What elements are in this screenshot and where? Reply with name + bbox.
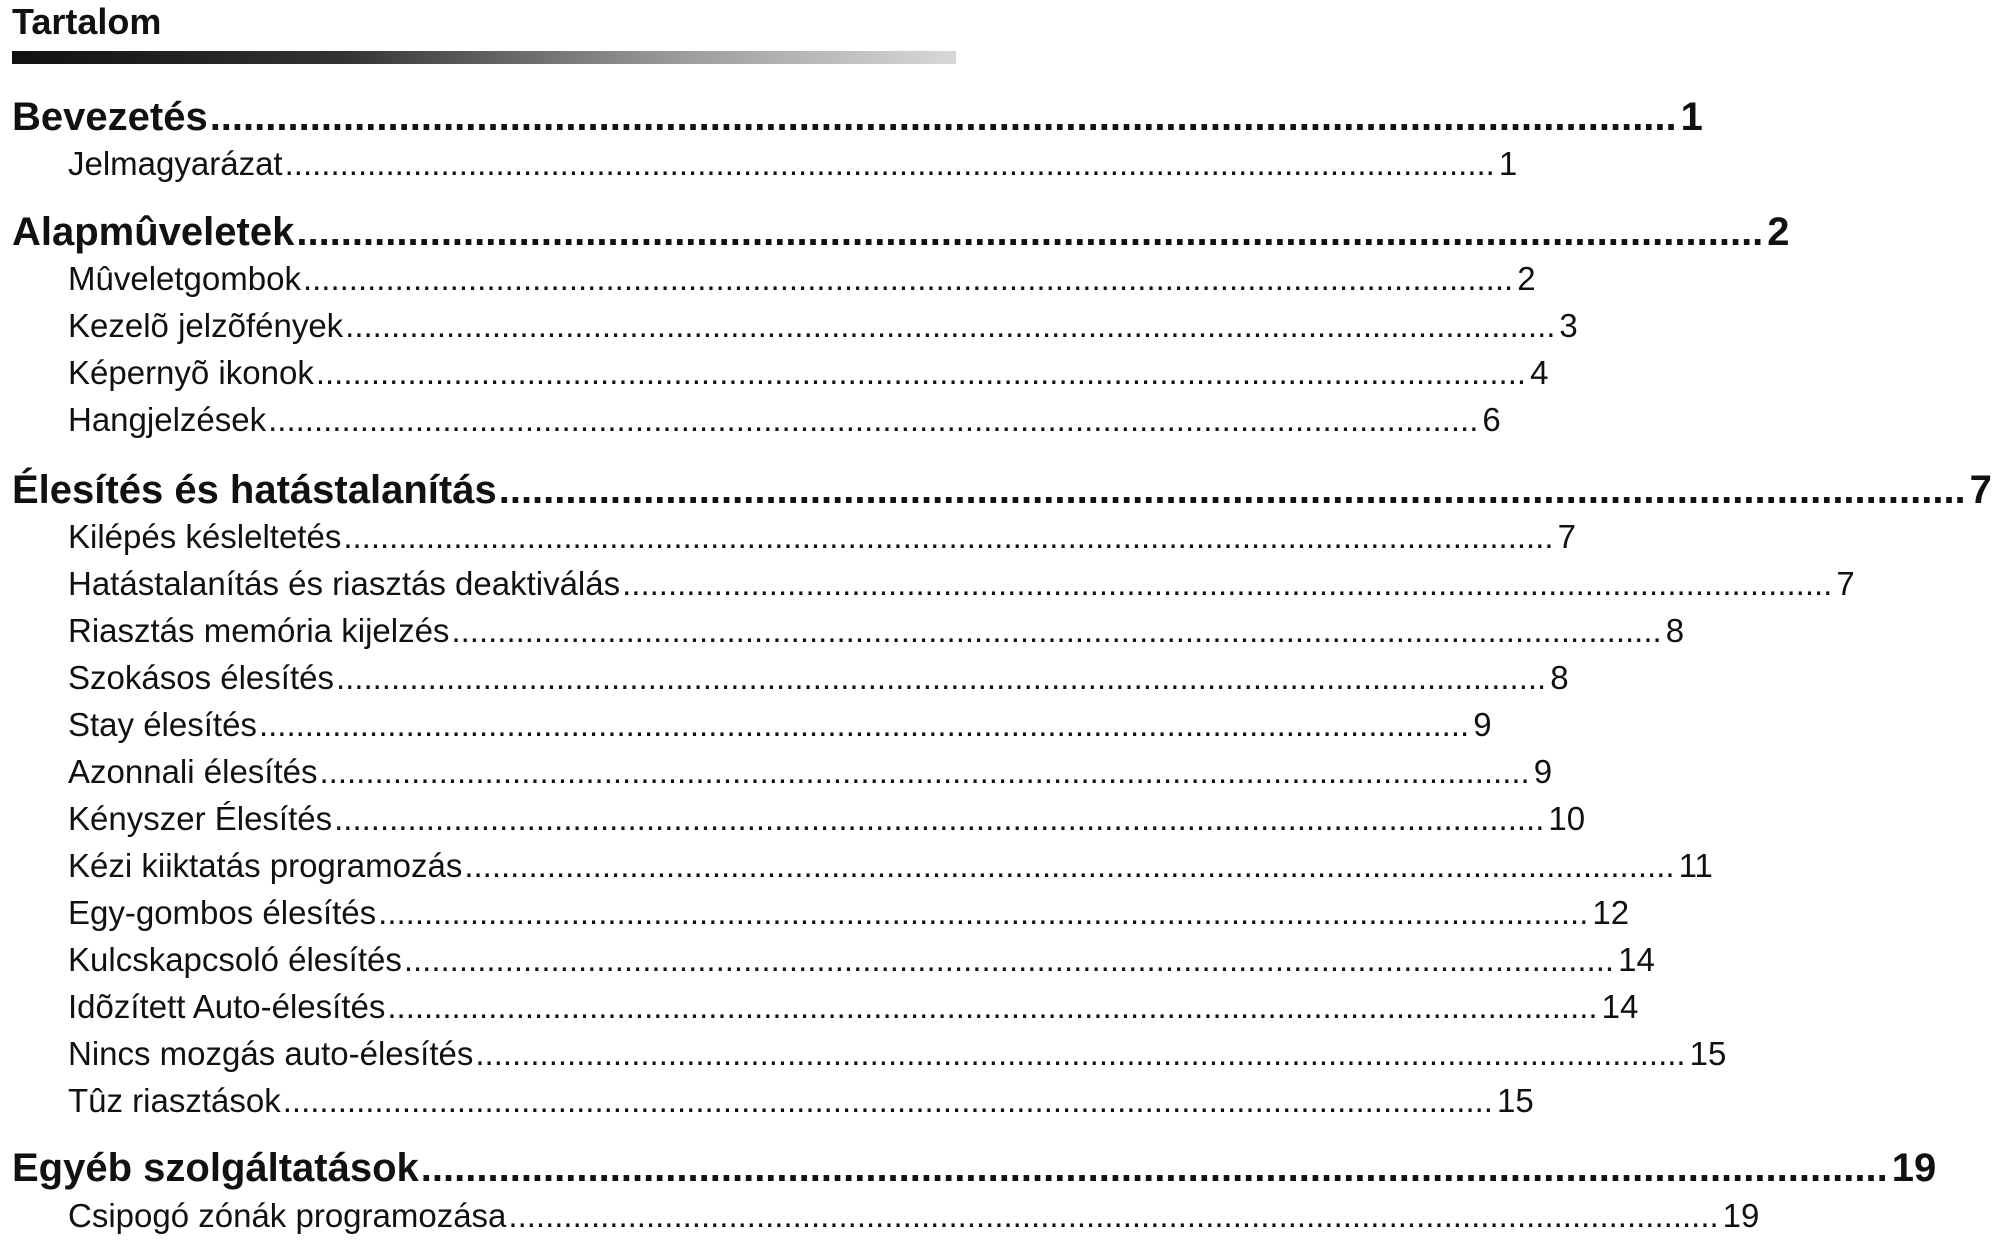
toc-subsection-entry[interactable] — [12, 987, 1639, 1027]
toc-page-number: 7 — [1557, 518, 1576, 555]
toc-entry-label: Kilépés késleltetés — [68, 518, 342, 555]
toc-page-number: 15 — [1689, 1035, 1727, 1072]
toc-entry-label: Képernyõ ikonok — [68, 354, 314, 391]
toc-page-number: 9 — [1473, 706, 1492, 743]
toc-page-number: 19 — [1891, 1146, 1937, 1190]
toc-page-number: 4 — [1530, 354, 1549, 391]
toc-page-number: 12 — [1592, 894, 1630, 931]
dot-leader: .................................................................................................................................... — [296, 210, 1764, 254]
toc-section-entry[interactable] — [12, 1144, 1937, 1192]
toc-entry-label: Bevezetés — [12, 95, 208, 139]
toc-entry-label: Riasztás memória kijelzés — [68, 612, 450, 649]
toc-entry-label: Nincs mozgás auto-élesítés — [68, 1035, 474, 1072]
dot-leader: .................................................................................................................................... — [302, 260, 1514, 297]
toc-subsection-entry[interactable] — [12, 1034, 1727, 1074]
dot-leader: .................................................................................................................................... — [420, 1146, 1888, 1190]
toc-page-number: 7 — [1836, 565, 1855, 602]
toc-page-number: 19 — [1722, 1197, 1760, 1234]
toc-subsection-entry[interactable] — [12, 893, 1630, 933]
toc-subsection-entry[interactable] — [12, 705, 1492, 745]
dot-leader: .................................................................................................................................... — [475, 1035, 1686, 1072]
dot-leader: .................................................................................................................................... — [284, 145, 1495, 182]
toc-entry-label: Élesítés és hatástalanítás — [12, 468, 497, 512]
toc-page-number: 2 — [1767, 210, 1790, 254]
toc-section-entry[interactable] — [12, 208, 1790, 256]
toc-entry-label: Alapmûveletek — [12, 210, 295, 254]
dot-leader: .................................................................................................................................... — [622, 565, 1833, 602]
toc-page-number: 15 — [1496, 1082, 1534, 1119]
dot-leader: .................................................................................................................................... — [258, 706, 1470, 743]
toc-subsection-entry[interactable] — [12, 1196, 1760, 1236]
toc-section-entry[interactable] — [12, 466, 1992, 514]
dot-leader: .................................................................................................................................... — [334, 800, 1545, 837]
toc-entry-label: Azonnali élesítés — [68, 753, 318, 790]
toc-page-number: 2 — [1517, 260, 1536, 297]
toc-subsection-entry[interactable] — [12, 611, 1685, 651]
toc-entry-label: Idõzített Auto-élesítés — [68, 988, 386, 1025]
toc-page-number: 14 — [1618, 941, 1655, 978]
toc-entry-label: Jelmagyarázat — [68, 145, 283, 182]
toc-page-number: 9 — [1533, 753, 1553, 790]
toc-entry-label: Hangjelzések — [68, 401, 267, 438]
dot-leader: .................................................................................................................................... — [345, 307, 1556, 344]
dot-leader: .................................................................................................................................... — [282, 1082, 1493, 1119]
toc-subsection-entry[interactable] — [12, 846, 1713, 886]
toc-entry-label: Stay élesítés — [68, 706, 257, 743]
toc-entry-label: Hatástalanítás és riasztás deaktiválás — [68, 565, 621, 602]
toc-subsection-entry[interactable] — [12, 1081, 1534, 1121]
toc-subsection-entry[interactable] — [12, 353, 1549, 393]
dot-leader: .................................................................................................................................... — [508, 1197, 1719, 1234]
dot-leader: .................................................................................................................................... — [451, 612, 1662, 649]
toc-subsection-entry[interactable] — [12, 658, 1569, 698]
dot-leader: .................................................................................................................................... — [209, 95, 1677, 139]
toc-page-number: 8 — [1550, 659, 1569, 696]
toc-subsection-entry[interactable] — [12, 259, 1536, 299]
dot-leader: .................................................................................................................................... — [498, 468, 1966, 512]
toc-page-number: 3 — [1559, 307, 1578, 344]
dot-leader: .................................................................................................................................... — [343, 518, 1554, 555]
toc-entry-label: Kézi kiiktatás programozás — [68, 847, 463, 884]
toc-page-number: 7 — [1969, 468, 1992, 512]
toc-entry-label: Egy-gombos élesítés — [68, 894, 377, 931]
dot-leader: .................................................................................................................................... — [387, 988, 1598, 1025]
toc-subsection-entry[interactable] — [12, 517, 1576, 557]
toc-subsection-entry[interactable] — [12, 940, 1655, 980]
toc-subsection-entry[interactable] — [12, 144, 1518, 184]
toc-subsection-entry[interactable] — [12, 306, 1578, 346]
toc-entry-label: Kulcskapcsoló élesítés — [68, 941, 402, 978]
toc-page-number: 1 — [1498, 145, 1518, 182]
title-divider — [12, 51, 956, 64]
toc-subsection-entry[interactable] — [12, 799, 1586, 839]
toc-page-number: 6 — [1482, 401, 1501, 438]
toc-entry-label: Mûveletgombok — [68, 260, 301, 297]
toc-subsection-entry[interactable] — [12, 752, 1553, 792]
toc-section-entry[interactable] — [12, 93, 1703, 141]
toc-subsection-entry[interactable] — [12, 564, 1855, 604]
toc-page-number: 11 — [1678, 847, 1713, 884]
toc-page-number: 10 — [1548, 800, 1586, 837]
dot-leader: .................................................................................................................................... — [464, 847, 1675, 884]
dot-leader: .................................................................................................................................... — [319, 753, 1530, 790]
dot-leader: .................................................................................................................................... — [403, 941, 1615, 978]
toc-entry-label: Szokásos élesítés — [68, 659, 334, 696]
dot-leader: .................................................................................................................................... — [268, 401, 1479, 438]
page-title: Tartalom — [12, 1, 162, 42]
dot-leader: .................................................................................................................................... — [315, 354, 1527, 391]
toc-entry-label: Kezelõ jelzõfények — [68, 307, 344, 344]
toc-entry-label: Kényszer Élesítés — [68, 800, 333, 837]
toc-subsection-entry[interactable] — [12, 400, 1501, 440]
toc-page-number: 14 — [1601, 988, 1639, 1025]
toc-page-number: 8 — [1665, 612, 1685, 649]
dot-leader: .................................................................................................................................... — [378, 894, 1589, 931]
dot-leader: .................................................................................................................................... — [335, 659, 1547, 696]
toc-entry-label: Tûz riasztások — [68, 1082, 281, 1119]
toc-page-number: 1 — [1680, 95, 1703, 139]
toc-entry-label: Egyéb szolgáltatások — [12, 1146, 419, 1190]
toc-entry-label: Csipogó zónák programozása — [68, 1197, 507, 1234]
